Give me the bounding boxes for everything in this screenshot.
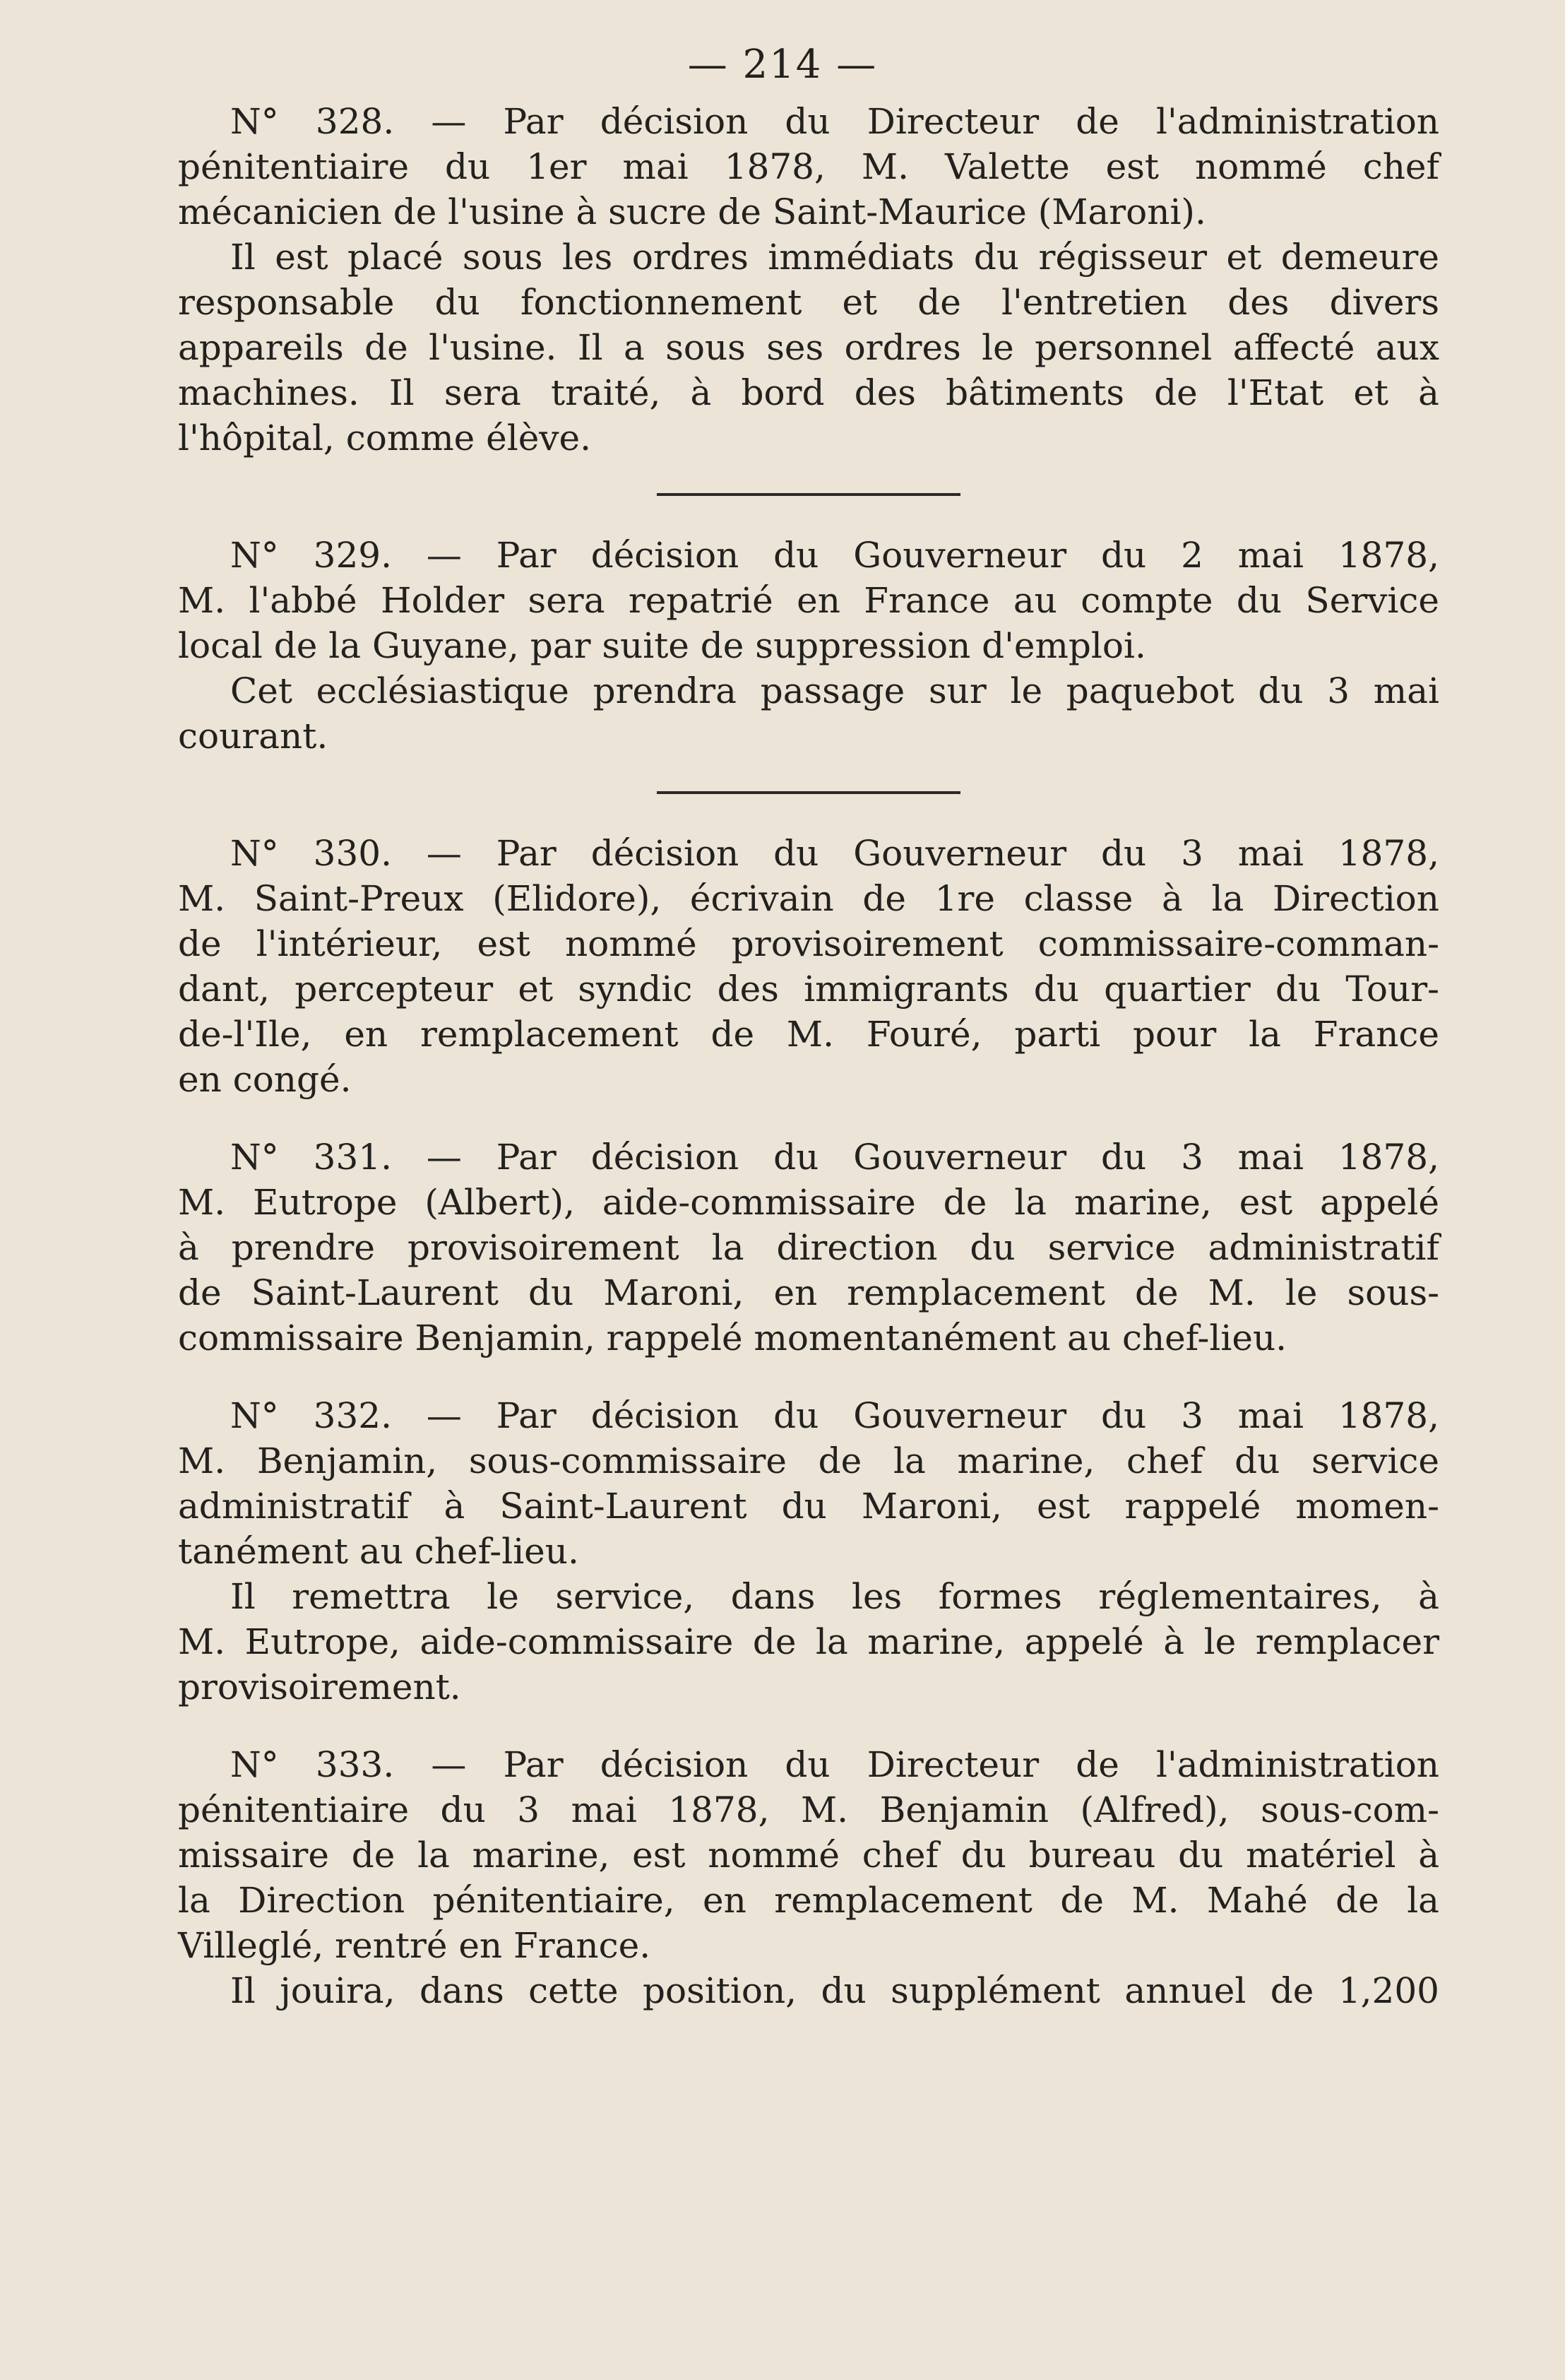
paragraph-gap: [178, 1102, 1439, 1135]
text-line: Il est placé sous les ordres immédiats du régisseur et demeure: [230, 237, 1439, 278]
text-line: Villeglé, rentré en France.: [178, 1925, 651, 1966]
text-line: N° 333. — Par décision du Directeur de l'administration: [230, 1744, 1439, 1785]
text-line: de-l'Ile, en remplacement de M. Fouré, parti pour la France: [178, 1014, 1439, 1055]
text-line: M. Benjamin, sous-commissaire de la marine, chef du service: [178, 1440, 1439, 1481]
text-line: provisoirement.: [178, 1666, 461, 1707]
text-line: dant, percepteur et syndic des immigrants du quartier du Tour-: [178, 969, 1439, 1010]
text-line: en congé.: [178, 1059, 352, 1100]
text-line: de l'intérieur, est nommé provisoirement commissaire-comman-: [178, 923, 1439, 964]
text-line: M. Eutrope, aide-commissaire de la marine, appelé à le remplacer: [178, 1621, 1439, 1662]
paragraph-gap: [178, 1361, 1439, 1393]
text-line: N° 330. — Par décision du Gouverneur du 3 mai 1878,: [230, 833, 1439, 874]
text-line: N° 329. — Par décision du Gouverneur du 2 mai 1878,: [230, 535, 1439, 576]
text-line: l'hôpital, comme élève.: [178, 418, 592, 458]
text-line: machines. Il sera traité, à bord des bâtiments de l'Etat et à: [178, 372, 1439, 413]
decision-333: [178, 1742, 1439, 2013]
text-line: N° 331. — Par décision du Gouverneur du 3 mai 1878,: [230, 1137, 1439, 1178]
paragraph-gap: [178, 1710, 1439, 1742]
text-line: Cet ecclésiastique prendra passage sur le paquebot du 3 mai: [230, 670, 1439, 711]
text-line: N° 332. — Par décision du Gouverneur du 3 mai 1878,: [230, 1395, 1439, 1436]
text-line: M. l'abbé Holder sera repatrié en France au compte du Service: [178, 580, 1439, 621]
text-line: commissaire Benjamin, rappelé momentanément au chef-lieu.: [178, 1318, 1287, 1358]
decision-328: [178, 99, 1439, 461]
text-line: de Saint-Laurent du Maroni, en remplacement de M. le sous-: [178, 1272, 1439, 1313]
text-line: courant.: [178, 716, 328, 757]
text-line: Il remettra le service, dans les formes réglementaires, à: [230, 1576, 1439, 1617]
text-line: M. Eutrope (Albert), aide-commissaire de la marine, est appelé: [178, 1182, 1439, 1223]
text-line: pénitentiaire du 1er mai 1878, M. Valette est nommé chef: [178, 146, 1439, 187]
text-line: N° 328. — Par décision du Directeur de l'administration: [230, 101, 1439, 142]
text-line: appareils de l'usine. Il a sous ses ordres le personnel affecté aux: [178, 327, 1439, 368]
text-line: Il jouira, dans cette position, du supplément annuel de 1,200: [230, 1970, 1439, 2011]
decision-329: [178, 533, 1439, 759]
text-line: mécanicien de l'usine à sucre de Saint-Maurice (Maroni).: [178, 191, 1206, 232]
page-number: — 214 —: [687, 42, 878, 88]
document-body: [178, 99, 1439, 2013]
text-line: local de la Guyane, par suite de suppression d'emploi.: [178, 625, 1146, 666]
section-divider: [657, 791, 960, 794]
decision-332: [178, 1393, 1439, 1710]
decision-331: [178, 1135, 1439, 1361]
text-line: missaire de la marine, est nommé chef du bureau du matériel à: [178, 1835, 1439, 1876]
text-line: M. Saint-Preux (Elidore), écrivain de 1re classe à la Direction: [178, 878, 1439, 919]
text-line: administratif à Saint-Laurent du Maroni, est rappelé momen-: [178, 1486, 1439, 1527]
text-line: responsable du fonctionnement et de l'entretien des divers: [178, 282, 1439, 323]
text-line: la Direction pénitentiaire, en remplacement de M. Mahé de la: [178, 1880, 1439, 1921]
text-line: à prendre provisoirement la direction du service administratif: [178, 1227, 1439, 1268]
text-line: pénitentiaire du 3 mai 1878, M. Benjamin (Alfred), sous-com-: [178, 1789, 1439, 1830]
decision-330: [178, 831, 1439, 1102]
text-line: tanément au chef-lieu.: [178, 1531, 579, 1572]
section-divider: [657, 493, 960, 496]
